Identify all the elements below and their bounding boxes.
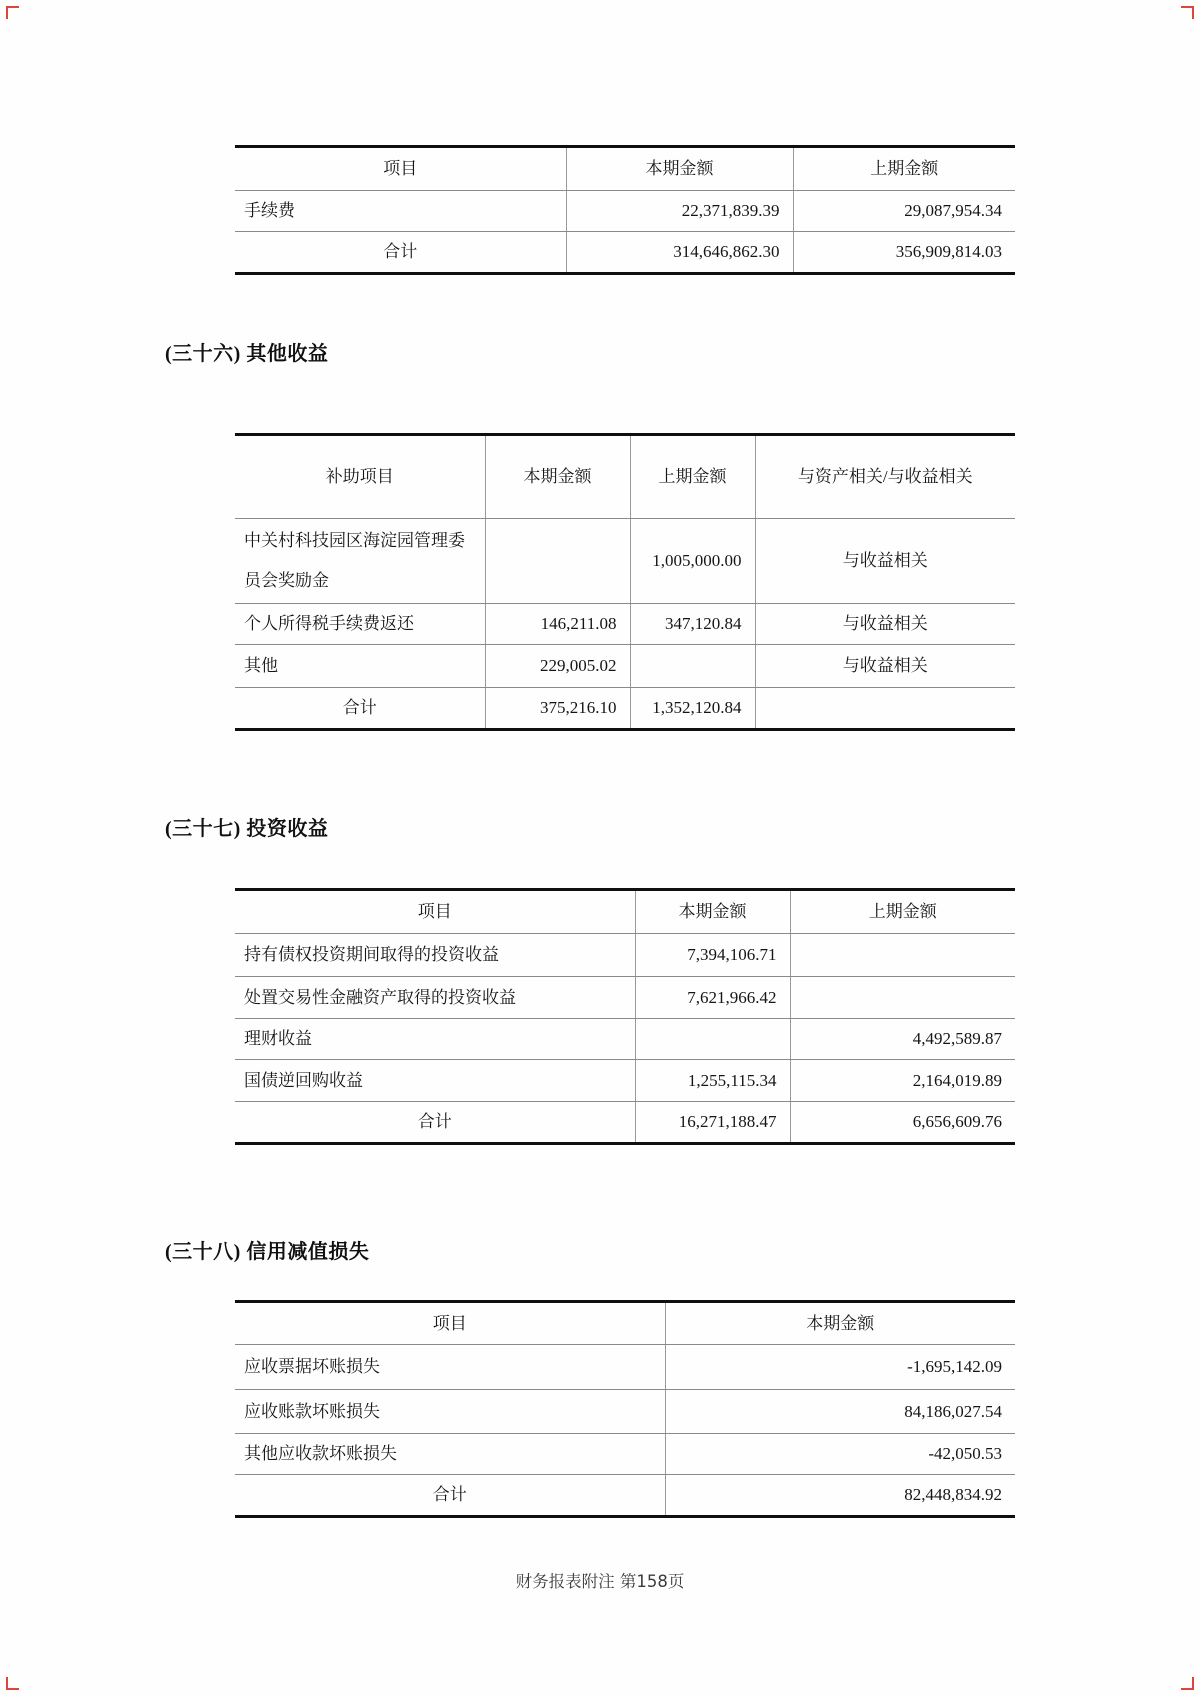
fee-summary-table [235, 145, 1015, 275]
header-row [235, 147, 1015, 191]
table-row [235, 645, 1015, 688]
cell-current: 375,216.10 [485, 688, 630, 730]
corner-mark-bottom-left [6, 1677, 19, 1690]
cell-item: 其他应收款坏账损失 [235, 1434, 665, 1475]
table-row [235, 604, 1015, 645]
cell-item: 中关村科技园区海淀园管理委员会奖励金 [235, 519, 485, 604]
table-row [235, 1390, 1015, 1434]
table-row [235, 1345, 1015, 1390]
col-header-item: 项目 [235, 147, 566, 191]
header-row [235, 1302, 1015, 1345]
cell-current: 314,646,862.30 [566, 232, 793, 274]
header-row [235, 890, 1015, 934]
table-row [235, 519, 1015, 604]
investment-income-table [235, 888, 1015, 1145]
col-header-relation: 与资产相关/与收益相关 [755, 435, 1015, 519]
section-heading-37: (三十七) 投资收益 [165, 818, 329, 840]
col-header-prior: 上期金额 [790, 890, 1015, 934]
cell-current [485, 519, 630, 604]
cell-prior: 1,352,120.84 [630, 688, 755, 730]
corner-mark-top-right [1181, 6, 1194, 19]
cell-current: 16,271,188.47 [635, 1102, 790, 1144]
cell-item: 应收票据坏账损失 [235, 1345, 665, 1390]
table-row [235, 1434, 1015, 1475]
cell-current [635, 1019, 790, 1060]
cell-current: -1,695,142.09 [665, 1345, 1015, 1390]
col-header-current: 本期金额 [566, 147, 793, 191]
col-header-current: 本期金额 [665, 1302, 1015, 1345]
table-row [235, 1019, 1015, 1060]
cell-current: 82,448,834.92 [665, 1475, 1015, 1517]
cell-item: 合计 [235, 232, 566, 274]
cell-current: 1,255,115.34 [635, 1060, 790, 1102]
cell-item: 合计 [235, 688, 485, 730]
table-row [235, 977, 1015, 1019]
cell-current: 22,371,839.39 [566, 191, 793, 232]
total-row [235, 688, 1015, 730]
table-row [235, 1060, 1015, 1102]
cell-prior: 356,909,814.03 [793, 232, 1015, 274]
total-row [235, 1475, 1015, 1517]
cell-relation: 与收益相关 [755, 645, 1015, 688]
cell-item: 国债逆回购收益 [235, 1060, 635, 1102]
col-header-item: 项目 [235, 1302, 665, 1345]
cell-prior: 4,492,589.87 [790, 1019, 1015, 1060]
corner-mark-bottom-right [1181, 1677, 1194, 1690]
cell-item: 其他 [235, 645, 485, 688]
cell-item: 合计 [235, 1102, 635, 1144]
col-header-prior: 上期金额 [793, 147, 1015, 191]
cell-prior: 347,120.84 [630, 604, 755, 645]
cell-item: 应收账款坏账损失 [235, 1390, 665, 1434]
cell-prior: 2,164,019.89 [790, 1060, 1015, 1102]
header-row [235, 435, 1015, 519]
page-footer: 财务报表附注 第158页 [515, 1572, 685, 1591]
col-header-item: 补助项目 [235, 435, 485, 519]
col-header-prior: 上期金额 [630, 435, 755, 519]
section-heading-36: (三十六) 其他收益 [165, 343, 329, 365]
cell-item: 个人所得税手续费返还 [235, 604, 485, 645]
table-row [235, 191, 1015, 232]
cell-current: 7,621,966.42 [635, 977, 790, 1019]
cell-current: 84,186,027.54 [665, 1390, 1015, 1434]
cell-current: -42,050.53 [665, 1434, 1015, 1475]
cell-relation [755, 688, 1015, 730]
total-row [235, 232, 1015, 274]
cell-prior: 29,087,954.34 [793, 191, 1015, 232]
cell-current: 146,211.08 [485, 604, 630, 645]
col-header-current: 本期金额 [635, 890, 790, 934]
corner-mark-top-left [6, 6, 19, 19]
cell-relation: 与收益相关 [755, 604, 1015, 645]
cell-prior: 1,005,000.00 [630, 519, 755, 604]
col-header-current: 本期金额 [485, 435, 630, 519]
credit-impairment-table [235, 1300, 1015, 1518]
other-income-table [235, 433, 1015, 731]
cell-item: 合计 [235, 1475, 665, 1517]
cell-item: 持有债权投资期间取得的投资收益 [235, 934, 635, 977]
cell-current: 7,394,106.71 [635, 934, 790, 977]
cell-item: 手续费 [235, 191, 566, 232]
cell-prior [630, 645, 755, 688]
total-row [235, 1102, 1015, 1144]
cell-item: 理财收益 [235, 1019, 635, 1060]
cell-current: 229,005.02 [485, 645, 630, 688]
table-row [235, 934, 1015, 977]
cell-prior [790, 977, 1015, 1019]
cell-prior [790, 934, 1015, 977]
section-heading-38: (三十八) 信用减值损失 [165, 1241, 370, 1263]
cell-item: 处置交易性金融资产取得的投资收益 [235, 977, 635, 1019]
cell-relation: 与收益相关 [755, 519, 1015, 604]
cell-prior: 6,656,609.76 [790, 1102, 1015, 1144]
col-header-item: 项目 [235, 890, 635, 934]
